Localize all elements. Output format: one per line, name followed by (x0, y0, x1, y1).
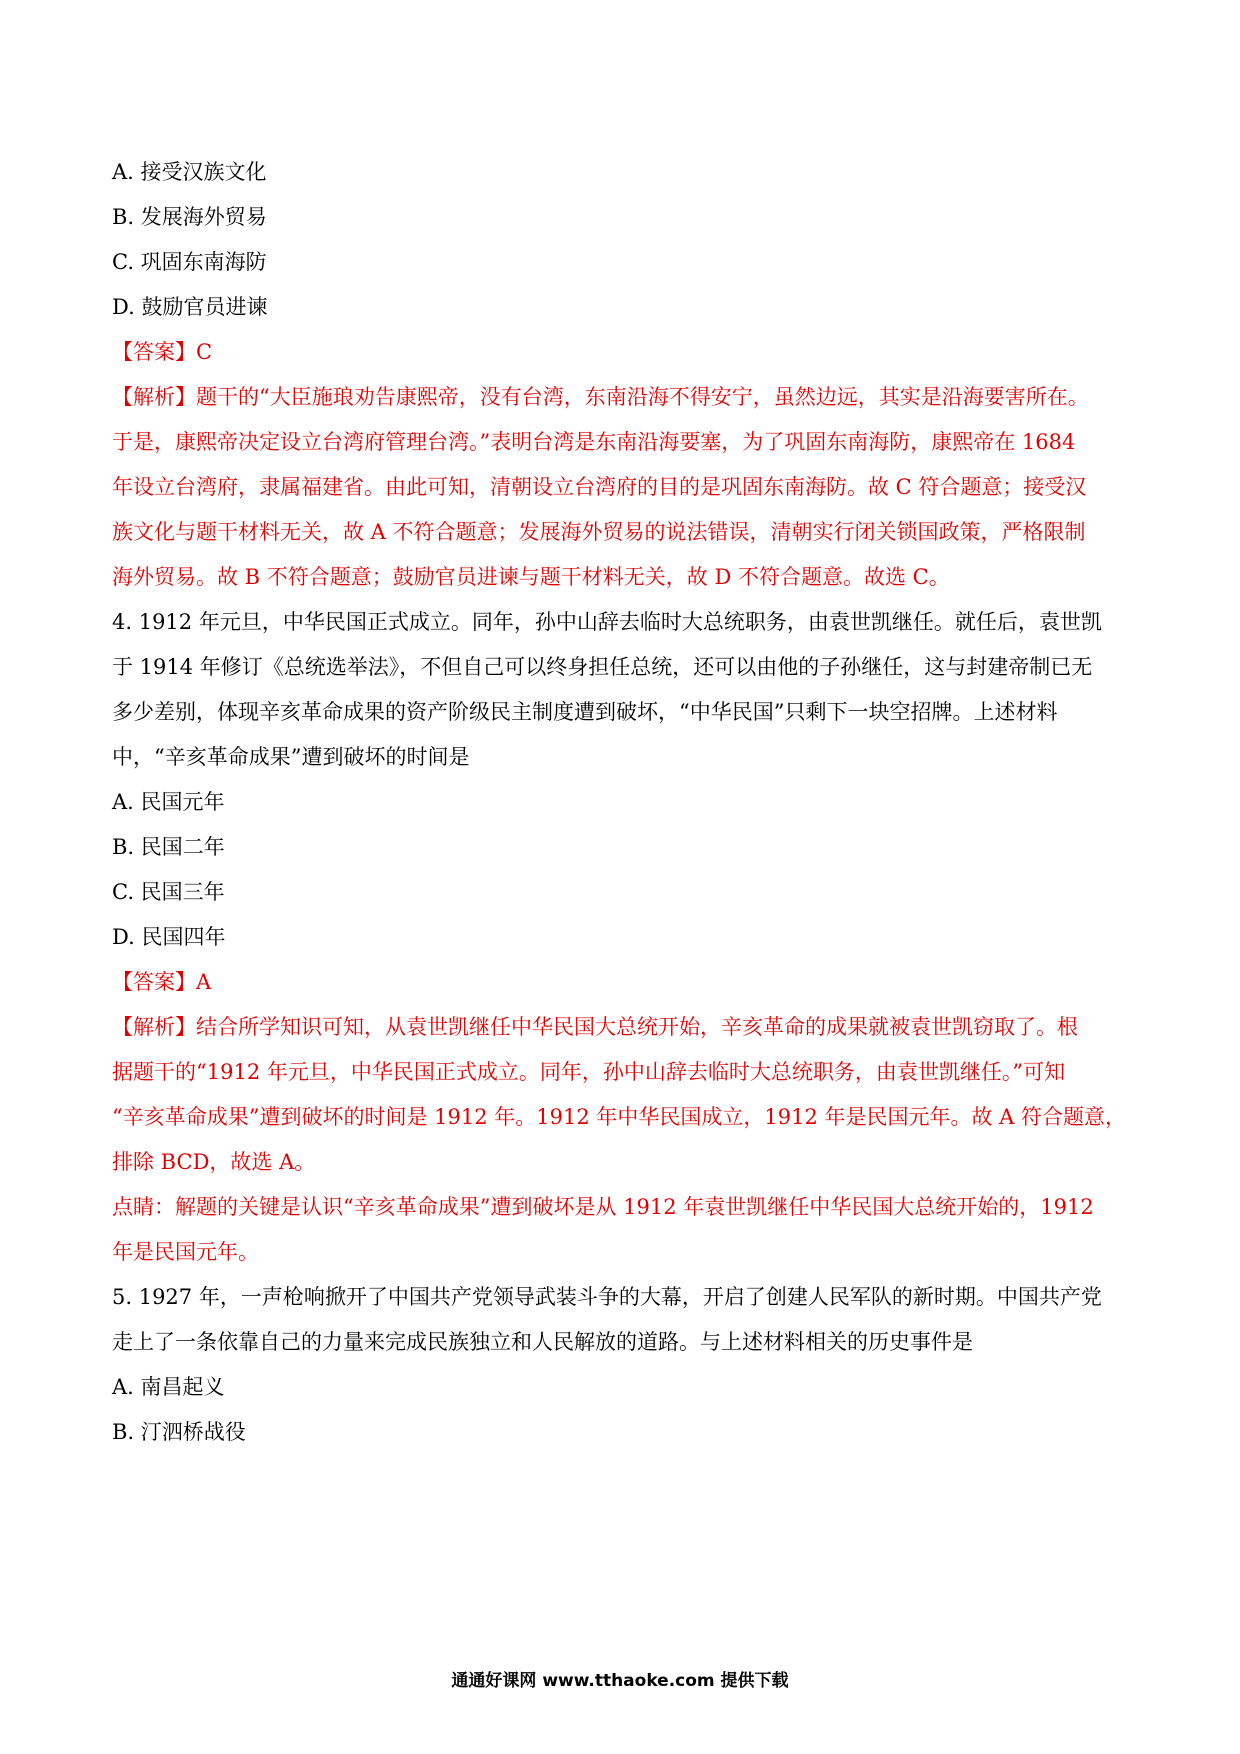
q4-option-d: D. 民国四年 (112, 925, 226, 949)
q5-option-b: B. 汀泗桥战役 (112, 1420, 246, 1444)
q5-option-a: A. 南昌起义 (112, 1375, 225, 1399)
q4-answer: 【答案】A (112, 970, 212, 994)
page-footer: 通通好课网 www.tthaoke.com 提供下载 (451, 1671, 789, 1691)
q4-tip-line: 点睛：解题的关键是认识“辛亥革命成果”遭到破坏是从 1912 年袁世凯继任中华民国大总统开始的，1912 (112, 1195, 1094, 1219)
q3-analysis-line: 年设立台湾府，隶属福建省。由此可知，清朝设立台湾府的目的是巩固东南海防。故 C 符合题意；接受汉 (112, 475, 1087, 499)
q3-analysis-line: 于是，康熙帝决定设立台湾府管理台湾。”表明台湾是东南沿海要塞，为了巩固东南海防，康熙帝在 1684 (112, 430, 1076, 454)
q4-stem-line: 中，“辛亥革命成果”遭到破坏的时间是 (112, 745, 470, 769)
q3-option-a: A. 接受汉族文化 (112, 160, 267, 184)
q3-option-d: D. 鼓励官员进谏 (112, 295, 268, 319)
q4-analysis-line: 排除 BCD，故选 A。 (112, 1150, 316, 1174)
q4-tip-line: 年是民国元年。 (112, 1240, 259, 1264)
q3-option-c: C. 巩固东南海防 (112, 250, 267, 274)
q5-stem-line: 走上了一条依靠自己的力量来完成民族独立和人民解放的道路。与上述材料相关的历史事件是 (112, 1330, 973, 1354)
q4-stem-line: 于 1914 年修订《总统选举法》，不但自己可以终身担任总统，还可以由他的子孙继任，这与封建帝制已无 (112, 655, 1093, 679)
q3-analysis-line: 海外贸易。故 B 不符合题意；鼓励官员进谏与题干材料无关，故 D 不符合题意。故选 C。 (112, 565, 950, 589)
q4-analysis-line: 据题干的“1912 年元旦，中华民国正式成立。同年，孙中山辞去临时大总统职务，由袁世凯继任。”可知 (112, 1060, 1066, 1084)
q5-stem-line: 5. 1927 年，一声枪响掀开了中国共产党领导武装斗争的大幕，开启了创建人民军队的新时期。中国共产党 (112, 1285, 1102, 1309)
q3-answer: 【答案】C (112, 340, 213, 364)
q4-option-c: C. 民国三年 (112, 880, 225, 904)
q4-option-a: A. 民国元年 (112, 790, 225, 814)
q4-analysis-line: 【解析】结合所学知识可知，从袁世凯继任中华民国大总统开始，辛亥革命的成果就被袁世凯窃取了。根 (112, 1015, 1078, 1039)
q4-stem-line: 4. 1912 年元旦，中华民国正式成立。同年，孙中山辞去临时大总统职务，由袁世凯继任。就任后，袁世凯 (112, 610, 1102, 634)
q3-option-b: B. 发展海外贸易 (112, 205, 267, 229)
q4-analysis-line: “辛亥革命成果”遭到破坏的时间是 1912 年。1912 年中华民国成立，1912 年是民国元年。故 A 符合题意， (112, 1105, 1127, 1129)
q3-analysis-line: 【解析】题干的“大臣施琅劝告康熙帝，没有台湾，东南沿海不得安宁，虽然边远，其实是沿海要害所在。 (112, 385, 1089, 409)
q3-analysis-line: 族文化与题干材料无关，故 A 不符合题意；发展海外贸易的说法错误，清朝实行闭关锁国政策，严格限制 (112, 520, 1086, 544)
q4-stem-line: 多少差别，体现辛亥革命成果的资产阶级民主制度遭到破坏，“中华民国”只剩下一块空招牌。上述材料 (112, 700, 1058, 724)
q4-option-b: B. 民国二年 (112, 835, 225, 859)
